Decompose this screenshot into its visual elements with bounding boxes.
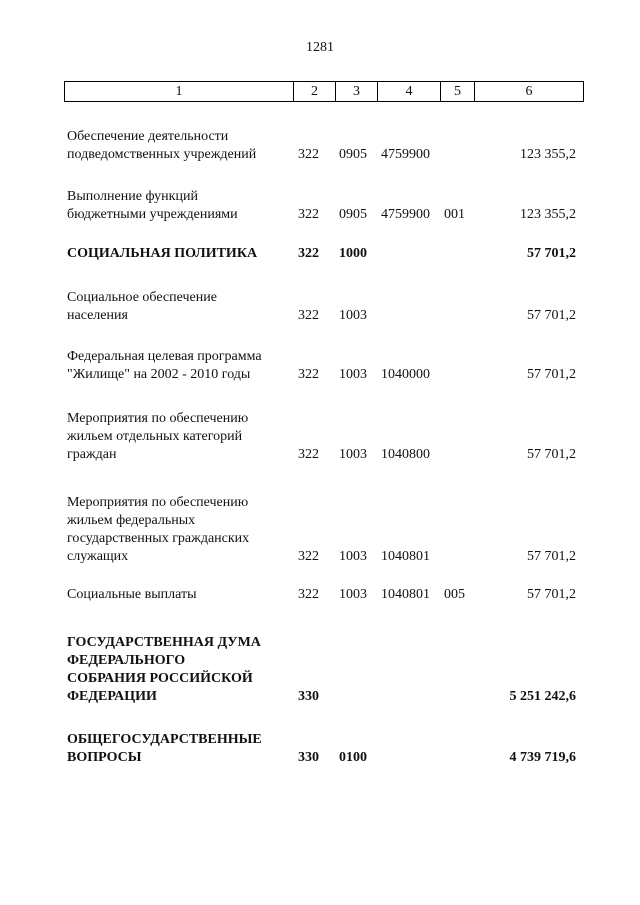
row-description-line: жильем федеральных	[67, 513, 196, 528]
column-header-row	[65, 82, 584, 102]
row-column-3: 0905	[339, 207, 367, 222]
row-description	[67, 634, 285, 706]
row-description-line: СОБРАНИЯ РОССИЙСКОЙ	[67, 671, 253, 686]
row-column-3: 1003	[339, 549, 367, 564]
row-description-line: "Жилище" на 2002 - 2010 годы	[67, 367, 251, 382]
row-column-5: 005	[444, 587, 465, 602]
row-column-2: 322	[298, 549, 319, 564]
row-column-2: 322	[298, 367, 319, 382]
row-column-6: 123 355,2	[520, 207, 576, 222]
row-column-4: 1040000	[381, 367, 430, 382]
row-description-line: населения	[67, 308, 128, 323]
row-column-4: 1040801	[381, 549, 430, 564]
row-column-3: 1000	[339, 246, 367, 261]
row-column-4: 4759900	[381, 147, 430, 162]
row-description-line: Социальные выплаты	[67, 587, 197, 602]
row-column-3: 1003	[339, 587, 367, 602]
column-header-5: 5	[441, 82, 475, 102]
row-column-2: 322	[298, 246, 319, 261]
row-column-2: 322	[298, 308, 319, 323]
row-column-6: 57 701,2	[527, 308, 576, 323]
row-description-line: ВОПРОСЫ	[67, 750, 142, 765]
row-column-6: 57 701,2	[527, 246, 576, 261]
row-description-line: Социальное обеспечение	[67, 290, 217, 305]
page-number: 1281	[306, 40, 334, 55]
row-description-line: граждан	[67, 447, 117, 462]
column-header-6: 6	[475, 82, 584, 102]
row-column-6: 57 701,2	[527, 447, 576, 462]
row-description	[67, 289, 285, 325]
row-column-2: 322	[298, 207, 319, 222]
row-description-line: подведомственных учреждений	[67, 147, 257, 162]
row-column-6: 57 701,2	[527, 549, 576, 564]
row-description-line: Выполнение функций	[67, 189, 198, 204]
row-column-3: 1003	[339, 308, 367, 323]
row-description	[67, 586, 285, 604]
row-column-2: 330	[298, 689, 319, 704]
row-column-6: 57 701,2	[527, 587, 576, 602]
row-column-6: 5 251 242,6	[509, 689, 576, 704]
row-column-3: 1003	[339, 367, 367, 382]
column-header-4: 4	[378, 82, 441, 102]
row-column-4: 4759900	[381, 207, 430, 222]
row-column-2: 322	[298, 447, 319, 462]
row-description-line: жильем отдельных категорий	[67, 429, 243, 444]
row-description	[67, 128, 285, 164]
row-description-line: Федеральная целевая программа	[67, 349, 262, 364]
row-description	[67, 348, 285, 384]
row-description	[67, 731, 285, 767]
row-column-2: 322	[298, 587, 319, 602]
row-description-line: СОЦИАЛЬНАЯ ПОЛИТИКА	[67, 246, 258, 261]
row-column-4: 1040801	[381, 587, 430, 602]
row-description-line: Мероприятия по обеспечению	[67, 411, 249, 426]
row-column-3: 1003	[339, 447, 367, 462]
column-header-table	[64, 81, 584, 102]
row-description-line: служащих	[67, 549, 129, 564]
row-column-6: 57 701,2	[527, 367, 576, 382]
row-column-2: 330	[298, 750, 319, 765]
row-description-line: бюджетными учреждениями	[67, 207, 238, 222]
row-description	[67, 494, 285, 566]
row-description	[67, 410, 285, 464]
row-description	[67, 245, 285, 263]
row-column-6: 123 355,2	[520, 147, 576, 162]
column-header-1: 1	[65, 82, 294, 102]
row-column-3: 0100	[339, 750, 367, 765]
row-description	[67, 188, 285, 224]
row-column-4: 1040800	[381, 447, 430, 462]
row-column-3: 0905	[339, 147, 367, 162]
row-description-line: Обеспечение деятельности	[67, 129, 229, 144]
column-header-2: 2	[294, 82, 336, 102]
row-column-6: 4 739 719,6	[509, 750, 576, 765]
row-description-line: ОБЩЕГОСУДАРСТВЕННЫЕ	[67, 732, 262, 747]
row-description-line: ФЕДЕРАЦИИ	[67, 689, 157, 704]
row-description-line: ФЕДЕРАЛЬНОГО	[67, 653, 186, 668]
row-description-line: Мероприятия по обеспечению	[67, 495, 249, 510]
column-header-3: 3	[336, 82, 378, 102]
row-description-line: государственных гражданских	[67, 531, 250, 546]
row-column-2: 322	[298, 147, 319, 162]
row-column-5: 001	[444, 207, 465, 222]
row-description-line: ГОСУДАРСТВЕННАЯ ДУМА	[67, 635, 261, 650]
